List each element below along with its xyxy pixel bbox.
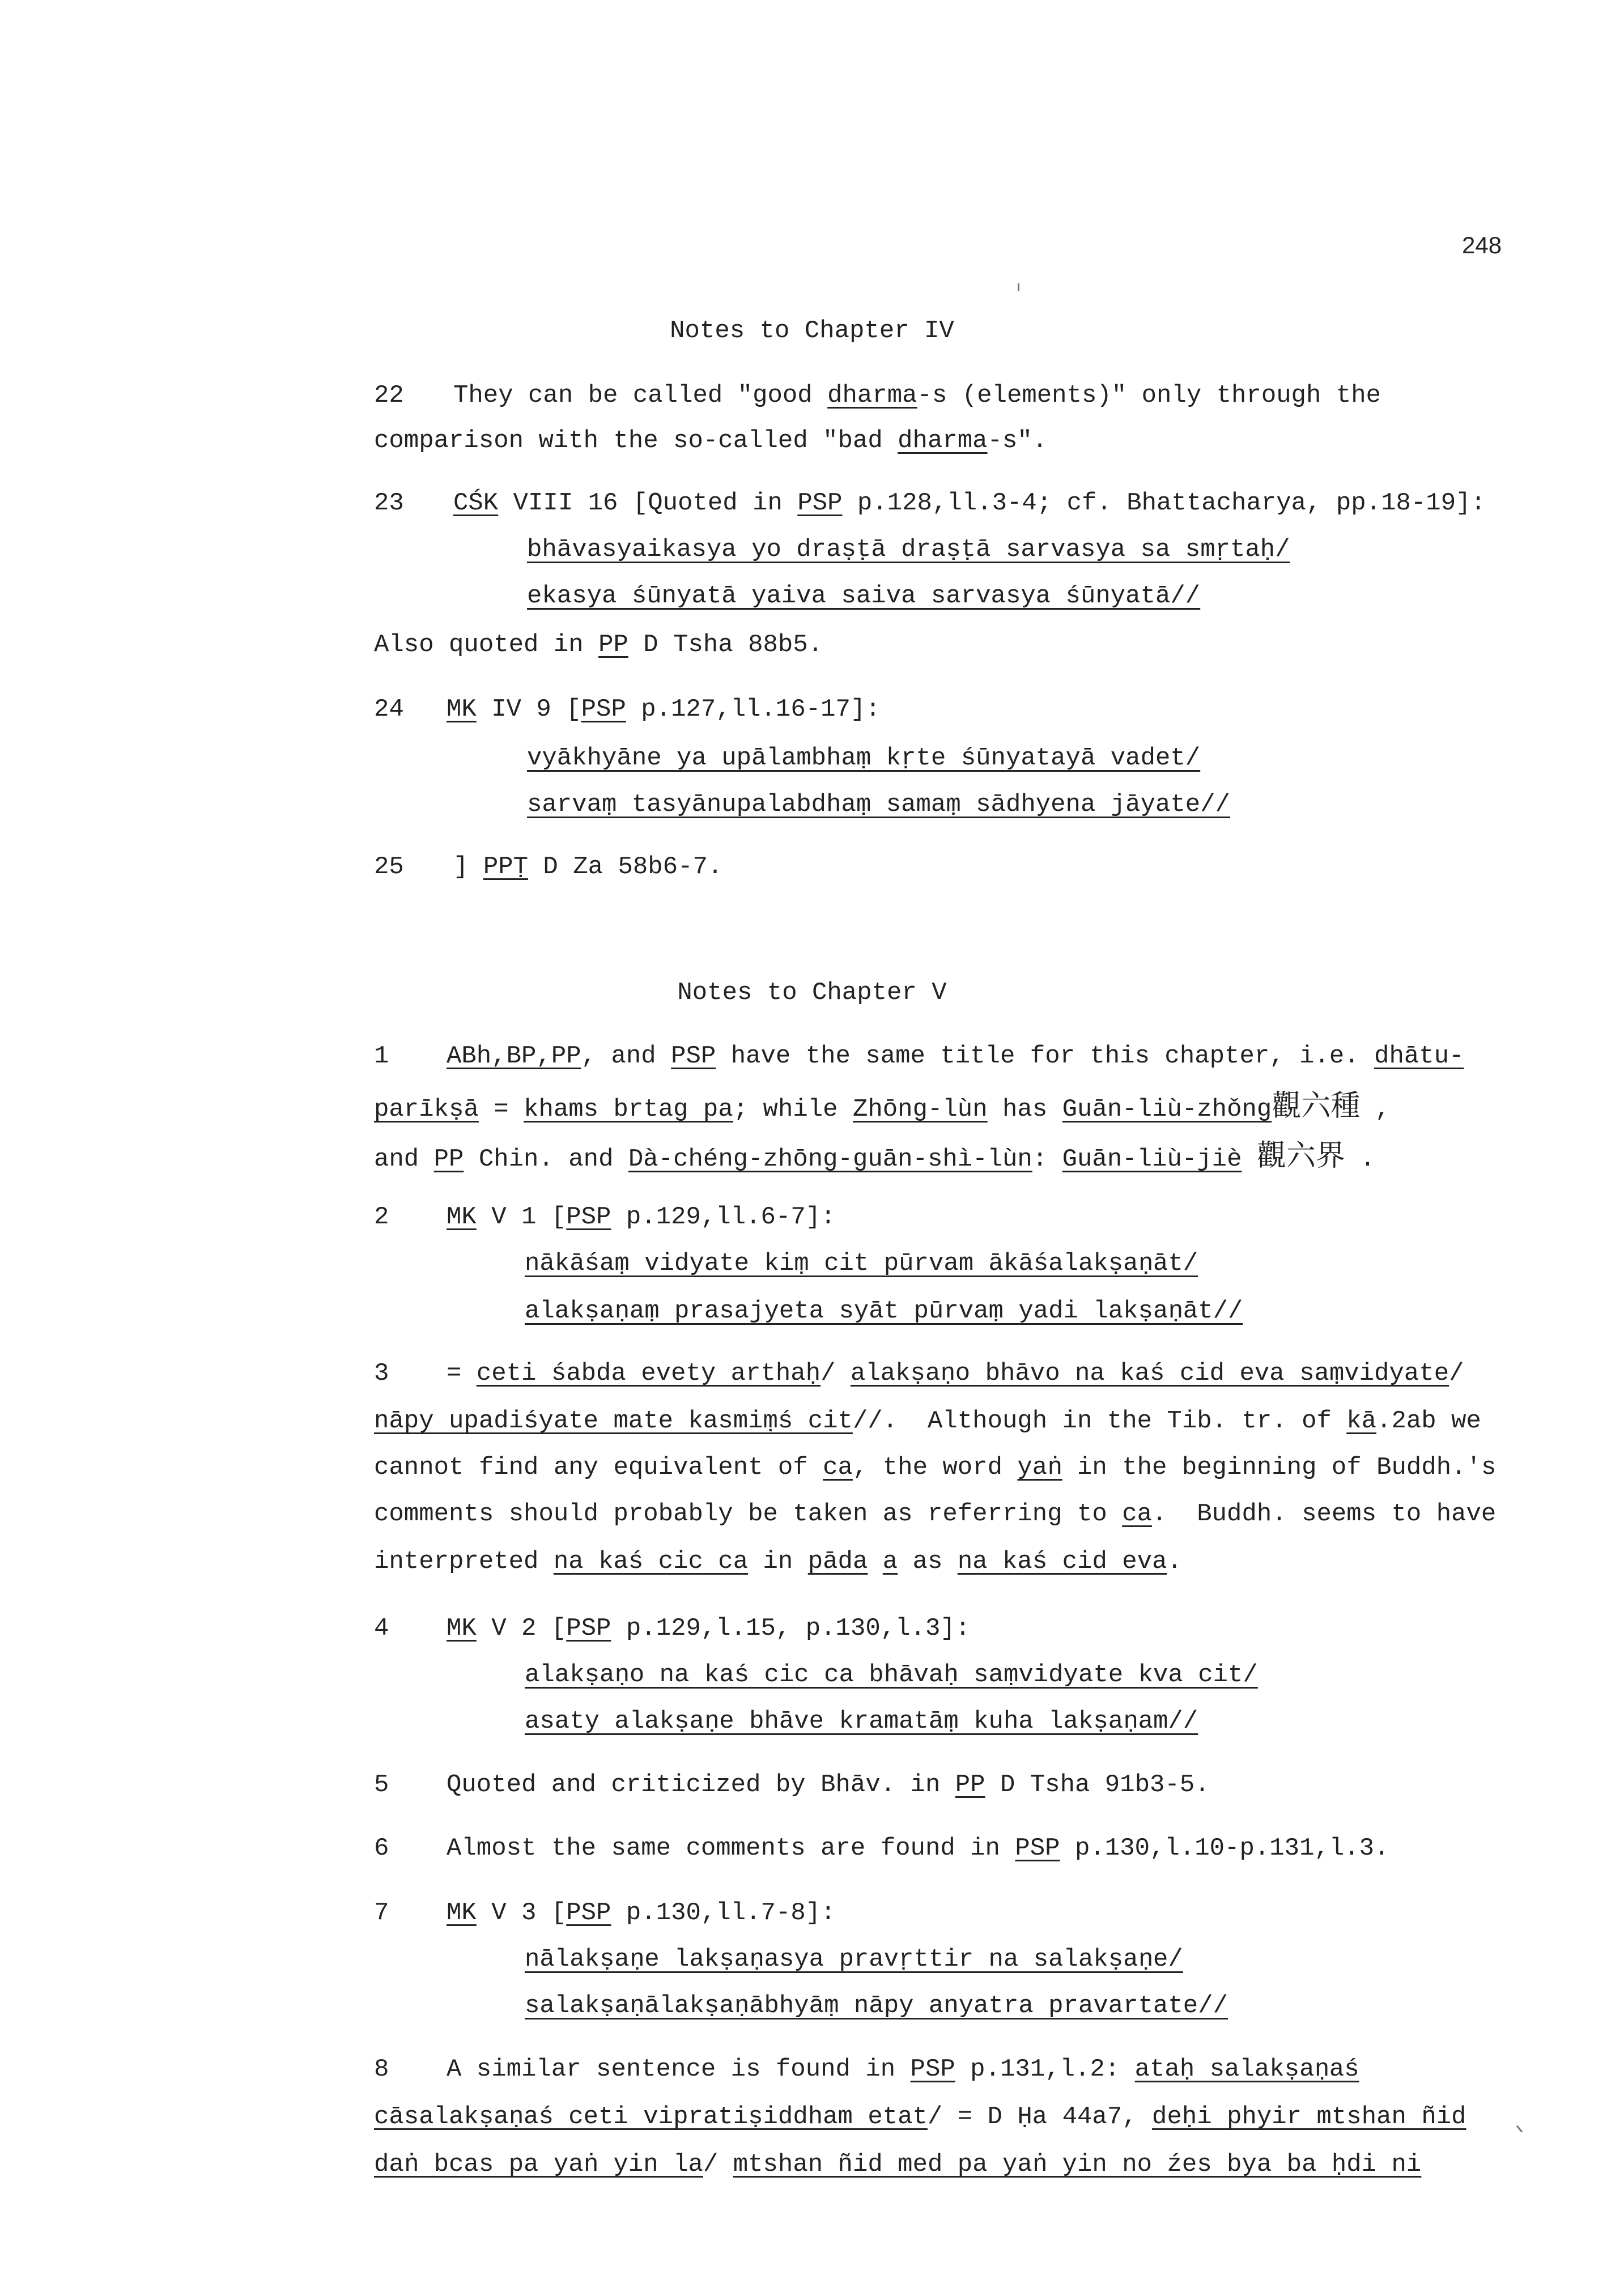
note-number: 5: [374, 1771, 389, 1799]
chapter-v-heading: Notes to Chapter V: [677, 979, 947, 1007]
note-24-reference: MK IV 9 [PSP p.127,ll.16-17]:: [447, 695, 881, 724]
note-number: 7: [374, 1899, 389, 1927]
note-number: 4: [374, 1614, 389, 1643]
note-7-verse-line-1: nālakṣaṇe lakṣaṇasya pravṛttir na salakṣaṇe/: [525, 1945, 1183, 1974]
stray-mark: [1018, 283, 1019, 291]
note-23-verse-line-1: bhāvasyaikasya yo draṣṭā draṣṭā sarvasya sa smṛtaḥ/: [527, 535, 1290, 564]
note-7-verse-line-2: salakṣaṇālakṣaṇābhyāṃ nāpy anyatra pravartate//: [525, 1992, 1228, 2020]
note-2-verse-line-2: alakṣaṇaṃ prasajyeta syāt pūrvaṃ yadi lakṣaṇāt//: [525, 1297, 1243, 1325]
note-24-verse-line-2: sarvaṃ tasyānupalabdhaṃ samaṃ sādhyena jāyate//: [527, 790, 1231, 819]
note-7-reference: MK V 3 [PSP p.130,ll.7-8]:: [447, 1899, 836, 1927]
note-25-text: ] PPṬ D Za 58b6-7.: [453, 853, 723, 881]
note-3-line-3: cannot find any equivalent of ca, the word yaṅ in the beginning of Buddh.'s: [374, 1453, 1497, 1482]
note-number: 3: [374, 1359, 389, 1388]
note-23-verse-line-2: ekasya śūnyatā yaiva saiva sarvasya śūnyatā//: [527, 582, 1201, 610]
note-number: 22: [374, 381, 404, 410]
note-3-line-2: nāpy upadiśyate mate kasmiṃś cit//. Although in the Tib. tr. of kā.2ab we: [374, 1407, 1481, 1435]
note-1-line-2: parīkṣā = khams brtag pa; while Zhōng-lùn has Guān-liù-zhǒng觀六種 ,: [374, 1089, 1391, 1124]
note-number: 23: [374, 489, 404, 517]
stray-mark: [1516, 2125, 1523, 2133]
note-number: 8: [374, 2055, 389, 2084]
note-3-line-5: interpreted na kaś cic ca in pāda a as na kaś cid eva.: [374, 1547, 1182, 1576]
note-number: 1: [374, 1042, 389, 1070]
note-1-line-3: and PP Chin. and Dà-chéng-zhōng-guān-shì-lùn: Guān-liù-jiè 觀六界 .: [374, 1139, 1375, 1173]
note-5-text: Quoted and criticized by Bhāv. in PP D Tsha 91b3-5.: [447, 1771, 1210, 1799]
note-number: 6: [374, 1834, 389, 1863]
chapter-iv-heading: Notes to Chapter IV: [670, 317, 954, 345]
note-number: 24: [374, 695, 404, 724]
note-number: 2: [374, 1203, 389, 1231]
note-4-verse-line-1: alakṣaṇo na kaś cic ca bhāvaḥ saṃvidyate kva cit/: [525, 1661, 1258, 1689]
note-23-reference: CŚK VIII 16 [Quoted in PSP p.128,ll.3-4; cf. Bhattacharya, pp.18-19]:: [453, 489, 1486, 517]
note-8-line-1: A similar sentence is found in PSP p.131,l.2: ataḥ salakṣaṇaś: [447, 2055, 1359, 2084]
note-8-line-3: daṅ bcas pa yaṅ yin la/ mtshan ñid med pa yaṅ yin no źes bya ba ḥdi ni: [374, 2150, 1422, 2179]
note-3-line-4: comments should probably be taken as referring to ca. Buddh. seems to have: [374, 1500, 1497, 1528]
note-23-also-quoted: Also quoted in PP D Tsha 88b5.: [374, 631, 823, 659]
note-4-verse-line-2: asaty alakṣaṇe bhāve kramatāṃ kuha lakṣaṇam//: [525, 1707, 1198, 1736]
note-6-text: Almost the same comments are found in PSP p.130,l.10-p.131,l.3.: [447, 1834, 1389, 1863]
note-22-line-2: comparison with the so-called "bad dharma-s".: [374, 427, 1048, 455]
note-2-reference: MK V 1 [PSP p.129,ll.6-7]:: [447, 1203, 836, 1231]
note-number: 25: [374, 853, 404, 881]
note-24-verse-line-1: vyākhyāne ya upālambhaṃ kṛte śūnyatayā vadet/: [527, 744, 1201, 772]
note-1-line-1: ABh,BP,PP, and PSP have the same title for this chapter, i.e. dhātu-: [447, 1042, 1464, 1070]
page-number: 248: [1462, 232, 1502, 258]
note-4-reference: MK V 2 [PSP p.129,l.15, p.130,l.3]:: [447, 1614, 971, 1643]
note-3-line-1: = ceti śabda evety arthaḥ/ alakṣaṇo bhāvo na kaś cid eva saṃvidyate/: [447, 1359, 1464, 1388]
note-8-line-2: cāsalakṣaṇaś ceti vipratiṣiddham etat/ = D Ḥa 44a7, deḥi phyir mtshan ñid: [374, 2103, 1466, 2131]
note-22-line-1: They can be called "good dharma-s (elements)" only through the: [453, 381, 1381, 410]
note-2-verse-line-1: nākāśaṃ vidyate kiṃ cit pūrvam ākāśalakṣaṇāt/: [525, 1249, 1198, 1278]
